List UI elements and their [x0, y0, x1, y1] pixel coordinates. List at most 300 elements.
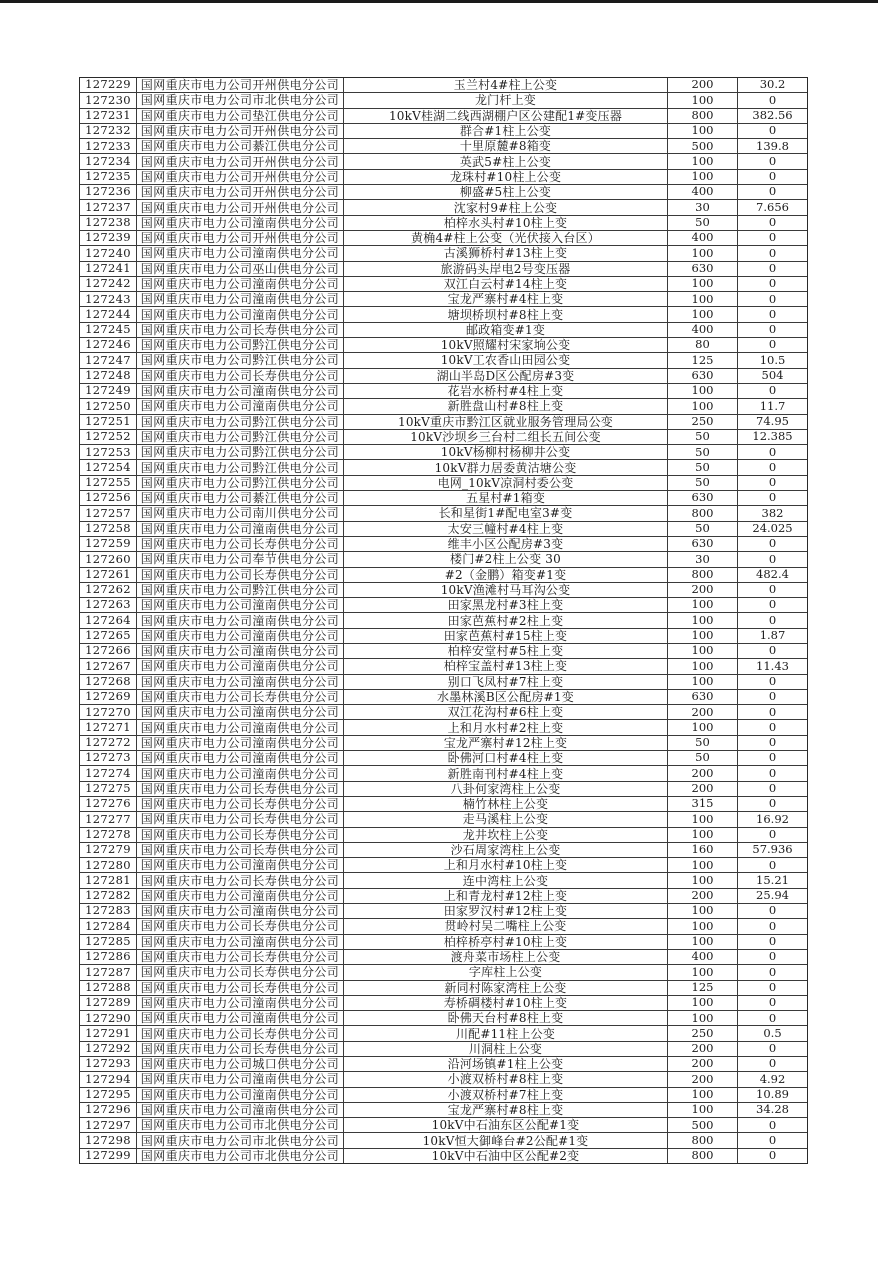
cell-company: 国网重庆市电力公司潼南供电分公司 — [136, 720, 343, 734]
cell-generation: 7.656 — [737, 200, 807, 214]
cell-capacity: 100 — [667, 613, 737, 627]
cell-id: 127257 — [85, 506, 131, 520]
cell-transformer-name: 宝龙严寨村#12柱上变 — [343, 736, 667, 750]
cell-id: 127275 — [85, 781, 131, 796]
cell-generation: 0 — [737, 338, 807, 352]
cell-transformer-name: 别口飞凤村#7柱上变 — [343, 675, 667, 689]
table-row — [80, 1132, 807, 1147]
table-row — [80, 1117, 807, 1132]
cell-company: 国网重庆市电力公司长寿供电分公司 — [136, 981, 343, 995]
cell-capacity: 100 — [667, 812, 737, 826]
cell-transformer-name: 柳盛#5柱上公变 — [343, 185, 667, 199]
cell-id: 127244 — [85, 307, 131, 321]
cell-transformer-name: 田家罗汉村#12柱上变 — [343, 904, 667, 918]
cell-generation: 0 — [737, 782, 807, 796]
cell-generation: 0 — [737, 1042, 807, 1056]
cell-id: 127281 — [85, 873, 131, 887]
table-row — [80, 429, 807, 444]
cell-transformer-name: 田家芭蕉村#2柱上变 — [343, 613, 667, 627]
cell-id: 127290 — [85, 1011, 131, 1025]
table-row — [80, 521, 807, 536]
cell-transformer-name: 湖山半岛D区公配房#3变 — [343, 369, 667, 383]
cell-generation: 0 — [737, 552, 807, 566]
cell-generation: 0 — [737, 935, 807, 949]
cell-company: 国网重庆市电力公司开州供电分公司 — [136, 185, 343, 199]
cell-company: 国网重庆市电力公司黔江供电分公司 — [136, 460, 343, 474]
cell-capacity: 800 — [667, 568, 737, 582]
cell-transformer-name: 上和月水村#2柱上变 — [343, 720, 667, 734]
cell-transformer-name: 邮政箱变#1变 — [343, 323, 667, 337]
cell-company: 国网重庆市电力公司黔江供电分公司 — [136, 353, 343, 367]
cell-id: 127272 — [85, 735, 131, 750]
cell-generation: 0 — [737, 1011, 807, 1025]
cell-capacity: 100 — [667, 935, 737, 949]
cell-capacity: 100 — [667, 598, 737, 612]
cell-transformer-name: 走马溪柱上公变 — [343, 812, 667, 826]
cell-generation: 0 — [737, 445, 807, 459]
table-row — [80, 153, 807, 168]
cell-transformer-name: 柏梓宝盖村#13柱上变 — [343, 659, 667, 673]
cell-id: 127236 — [85, 185, 131, 199]
cell-generation: 0 — [737, 996, 807, 1010]
cell-transformer-name: 黄桷4#柱上公变（光伏接入台区） — [343, 231, 667, 245]
cell-generation: 0 — [737, 598, 807, 612]
cell-transformer-name: 宝龙严寨村#8柱上变 — [343, 1103, 667, 1117]
table-row — [80, 903, 807, 918]
cell-company: 国网重庆市电力公司长寿供电分公司 — [136, 690, 343, 704]
table-row — [80, 612, 807, 627]
cell-company: 国网重庆市电力公司长寿供电分公司 — [136, 812, 343, 826]
cell-transformer-name: 田家黑龙村#3柱上变 — [343, 598, 667, 612]
cell-company: 国网重庆市电力公司黔江供电分公司 — [136, 476, 343, 490]
cell-id: 127265 — [85, 628, 131, 643]
cell-transformer-name: 龙珠村#10柱上公变 — [343, 170, 667, 184]
cell-capacity: 100 — [667, 292, 737, 306]
cell-transformer-name: 连中湾柱上公变 — [343, 873, 667, 887]
cell-transformer-name: 10kV渔滩村马耳沟公变 — [343, 583, 667, 597]
cell-company: 国网重庆市电力公司市北供电分公司 — [136, 1118, 343, 1132]
cell-generation: 382 — [737, 506, 807, 520]
table-row — [80, 398, 807, 413]
cell-capacity: 100 — [667, 1011, 737, 1025]
cell-capacity: 125 — [667, 353, 737, 367]
cell-capacity: 630 — [667, 690, 737, 704]
table-row — [80, 689, 807, 704]
cell-transformer-name: 群合#1柱上公变 — [343, 124, 667, 138]
cell-transformer-name: 新胜南刊村#4柱上变 — [343, 766, 667, 780]
cell-transformer-name: 10kV杨柳村杨柳井公变 — [343, 445, 667, 459]
cell-capacity: 315 — [667, 797, 737, 811]
table-row — [80, 199, 807, 214]
cell-capacity: 800 — [667, 1149, 737, 1163]
cell-company: 国网重庆市电力公司黔江供电分公司 — [136, 430, 343, 444]
cell-id: 127274 — [85, 766, 131, 780]
cell-transformer-name: 新胜盘山村#8柱上变 — [343, 399, 667, 413]
cell-capacity: 200 — [667, 1057, 737, 1071]
cell-capacity: 250 — [667, 1026, 737, 1040]
table-row — [80, 551, 807, 566]
cell-capacity: 50 — [667, 460, 737, 474]
cell-company: 国网重庆市电力公司长寿供电分公司 — [136, 843, 343, 857]
cell-company: 国网重庆市电力公司潼南供电分公司 — [136, 644, 343, 658]
cell-capacity: 100 — [667, 675, 737, 689]
cell-company: 国网重庆市电力公司开州供电分公司 — [136, 124, 343, 138]
cell-transformer-name: 10kV中石油中区公配#2变 — [343, 1149, 667, 1163]
cell-generation: 0 — [737, 720, 807, 734]
cell-transformer-name: 旅游码头岸电2号变压器 — [343, 262, 667, 276]
cell-capacity: 800 — [667, 506, 737, 520]
cell-company: 国网重庆市电力公司开州供电分公司 — [136, 231, 343, 245]
table-row — [80, 475, 807, 490]
table-row — [80, 245, 807, 260]
cell-capacity: 400 — [667, 950, 737, 964]
cell-transformer-name: 卧佛天台村#8柱上变 — [343, 1011, 667, 1025]
cell-company: 国网重庆市电力公司黔江供电分公司 — [136, 415, 343, 429]
table-row — [80, 261, 807, 276]
cell-generation: 0 — [737, 231, 807, 245]
cell-capacity: 50 — [667, 751, 737, 765]
cell-capacity: 100 — [667, 644, 737, 658]
cell-id: 127241 — [85, 261, 131, 275]
cell-id: 127266 — [85, 643, 131, 658]
table-row — [80, 1041, 807, 1056]
cell-capacity: 80 — [667, 338, 737, 352]
cell-capacity: 200 — [667, 705, 737, 719]
cell-capacity: 100 — [667, 384, 737, 398]
cell-generation: 10.89 — [737, 1088, 807, 1102]
cell-capacity: 250 — [667, 415, 737, 429]
cell-generation: 0 — [737, 613, 807, 627]
cell-generation: 0 — [737, 323, 807, 337]
table-row — [80, 1025, 807, 1040]
cell-id: 127261 — [85, 567, 131, 581]
table-row — [80, 352, 807, 367]
cell-capacity: 100 — [667, 399, 737, 413]
cell-transformer-name: 寿桥碉楼村#10柱上变 — [343, 996, 667, 1010]
cell-id: 127245 — [85, 322, 131, 337]
table-row — [80, 322, 807, 337]
table-row — [80, 1010, 807, 1025]
cell-generation: 0 — [737, 262, 807, 276]
cell-generation: 0.5 — [737, 1026, 807, 1040]
cell-capacity: 500 — [667, 139, 737, 153]
table-row — [80, 169, 807, 184]
cell-generation: 0 — [737, 307, 807, 321]
table-row — [80, 92, 807, 107]
cell-generation: 0 — [737, 690, 807, 704]
cell-transformer-name: 卧佛河口村#4柱上变 — [343, 751, 667, 765]
page-top-rule — [0, 0, 878, 3]
cell-transformer-name: 贯岭村吴二嘴柱上公变 — [343, 919, 667, 933]
cell-id: 127268 — [85, 674, 131, 688]
cell-generation: 0 — [737, 384, 807, 398]
cell-capacity: 30 — [667, 552, 737, 566]
table-row — [80, 934, 807, 949]
cell-capacity: 100 — [667, 629, 737, 643]
cell-company: 国网重庆市电力公司长寿供电分公司 — [136, 828, 343, 842]
cell-company: 国网重庆市电力公司潼南供电分公司 — [136, 858, 343, 872]
cell-company: 国网重庆市电力公司綦江供电分公司 — [136, 491, 343, 505]
cell-capacity: 50 — [667, 216, 737, 230]
cell-capacity: 100 — [667, 965, 737, 979]
cell-capacity: 100 — [667, 828, 737, 842]
table-row — [80, 306, 807, 321]
cell-transformer-name: 塘坝桥坝村#8柱上变 — [343, 307, 667, 321]
cell-transformer-name: 渡舟菜市场柱上公变 — [343, 950, 667, 964]
cell-transformer-name: 楠竹林柱上公变 — [343, 797, 667, 811]
cell-generation: 0 — [737, 1149, 807, 1163]
table-row — [80, 1102, 807, 1117]
cell-transformer-name: 英武5#柱上公变 — [343, 154, 667, 168]
cell-transformer-name: 十里原麓#8箱变 — [343, 139, 667, 153]
data-table — [79, 77, 808, 1164]
table-row — [80, 414, 807, 429]
cell-company: 国网重庆市电力公司潼南供电分公司 — [136, 598, 343, 612]
cell-capacity: 100 — [667, 246, 737, 260]
cell-transformer-name: 小渡双桥村#8柱上变 — [343, 1072, 667, 1086]
cell-transformer-name: 维丰小区公配房#3变 — [343, 537, 667, 551]
cell-generation: 0 — [737, 766, 807, 780]
cell-generation: 0 — [737, 1118, 807, 1132]
table-row — [80, 276, 807, 291]
table-row — [80, 536, 807, 551]
cell-generation: 0 — [737, 124, 807, 138]
cell-transformer-name: 柏梓桥亭村#10柱上变 — [343, 935, 667, 949]
cell-id: 127232 — [85, 123, 131, 138]
cell-capacity: 100 — [667, 1088, 737, 1102]
cell-generation: 0 — [737, 736, 807, 750]
cell-capacity: 160 — [667, 843, 737, 857]
cell-company: 国网重庆市电力公司长寿供电分公司 — [136, 873, 343, 887]
cell-capacity: 100 — [667, 277, 737, 291]
cell-id: 127233 — [85, 139, 131, 153]
cell-id: 127282 — [85, 888, 131, 903]
cell-id: 127240 — [85, 246, 131, 260]
table-row — [80, 735, 807, 750]
cell-generation: 0 — [737, 277, 807, 291]
cell-capacity: 50 — [667, 445, 737, 459]
cell-company: 国网重庆市电力公司潼南供电分公司 — [136, 766, 343, 780]
cell-generation: 24.025 — [737, 522, 807, 536]
cell-transformer-name: 水墨林溪B区公配房#1变 — [343, 690, 667, 704]
table-row — [80, 949, 807, 964]
cell-company: 国网重庆市电力公司城口供电分公司 — [136, 1057, 343, 1071]
table-row — [80, 444, 807, 459]
cell-id: 127259 — [85, 536, 131, 551]
cell-generation: 0 — [737, 675, 807, 689]
table-row — [80, 78, 807, 92]
cell-id: 127293 — [85, 1057, 131, 1071]
cell-id: 127250 — [85, 399, 131, 413]
cell-id: 127291 — [85, 1026, 131, 1040]
table-row — [80, 995, 807, 1010]
cell-transformer-name: 10kV中石油东区公配#1变 — [343, 1118, 667, 1132]
cell-id: 127239 — [85, 230, 131, 245]
cell-id: 127234 — [85, 154, 131, 168]
cell-id: 127287 — [85, 965, 131, 979]
table-row — [80, 842, 807, 857]
cell-id: 127288 — [85, 980, 131, 994]
cell-capacity: 100 — [667, 904, 737, 918]
table-row — [80, 872, 807, 887]
cell-company: 国网重庆市电力公司开州供电分公司 — [136, 78, 343, 92]
table-row — [80, 582, 807, 597]
cell-company: 国网重庆市电力公司巫山供电分公司 — [136, 262, 343, 276]
cell-company: 国网重庆市电力公司黔江供电分公司 — [136, 338, 343, 352]
cell-transformer-name: 龙井坎柱上公变 — [343, 828, 667, 842]
cell-transformer-name: 10kV照耀村宋家垧公变 — [343, 338, 667, 352]
cell-id: 127242 — [85, 276, 131, 291]
cell-company: 国网重庆市电力公司奉节供电分公司 — [136, 552, 343, 566]
cell-transformer-name: 柏梓水头村#10柱上变 — [343, 216, 667, 230]
cell-capacity: 800 — [667, 109, 737, 123]
cell-generation: 34.28 — [737, 1103, 807, 1117]
cell-id: 127286 — [85, 949, 131, 964]
table-row — [80, 138, 807, 153]
cell-company: 国网重庆市电力公司潼南供电分公司 — [136, 292, 343, 306]
cell-id: 127246 — [85, 338, 131, 352]
cell-generation: 4.92 — [737, 1072, 807, 1086]
table-row — [80, 1071, 807, 1086]
cell-generation: 0 — [737, 904, 807, 918]
cell-id: 127252 — [85, 429, 131, 444]
cell-transformer-name: 10kV重庆市黔江区就业服务管理局公变 — [343, 415, 667, 429]
cell-company: 国网重庆市电力公司綦江供电分公司 — [136, 139, 343, 153]
cell-capacity: 100 — [667, 124, 737, 138]
cell-transformer-name: 字库柱上公变 — [343, 965, 667, 979]
cell-capacity: 50 — [667, 430, 737, 444]
cell-capacity: 200 — [667, 889, 737, 903]
cell-company: 国网重庆市电力公司市北供电分公司 — [136, 93, 343, 107]
cell-generation: 0 — [737, 292, 807, 306]
cell-company: 国网重庆市电力公司潼南供电分公司 — [136, 307, 343, 321]
cell-company: 国网重庆市电力公司潼南供电分公司 — [136, 935, 343, 949]
cell-company: 国网重庆市电力公司潼南供电分公司 — [136, 675, 343, 689]
cell-capacity: 500 — [667, 1118, 737, 1132]
cell-id: 127270 — [85, 705, 131, 719]
cell-company: 国网重庆市电力公司潼南供电分公司 — [136, 613, 343, 627]
cell-transformer-name: 10kV工农香山田园公变 — [343, 353, 667, 367]
cell-id: 127278 — [85, 827, 131, 841]
cell-generation: 0 — [737, 950, 807, 964]
cell-transformer-name: #2（金鹏）箱变#1变 — [343, 568, 667, 582]
table-row — [80, 108, 807, 123]
cell-company: 国网重庆市电力公司潼南供电分公司 — [136, 751, 343, 765]
cell-id: 127248 — [85, 368, 131, 383]
cell-company: 国网重庆市电力公司垫江供电分公司 — [136, 109, 343, 123]
cell-transformer-name: 10kV沙坝乡三台村二组长五间公变 — [343, 430, 667, 444]
cell-company: 国网重庆市电力公司潼南供电分公司 — [136, 1011, 343, 1025]
cell-generation: 11.43 — [737, 659, 807, 673]
cell-company: 国网重庆市电力公司长寿供电分公司 — [136, 323, 343, 337]
table-row — [80, 796, 807, 811]
cell-capacity: 400 — [667, 185, 737, 199]
cell-company: 国网重庆市电力公司长寿供电分公司 — [136, 1042, 343, 1056]
cell-capacity: 200 — [667, 766, 737, 780]
cell-company: 国网重庆市电力公司南川供电分公司 — [136, 506, 343, 520]
cell-capacity: 630 — [667, 491, 737, 505]
cell-transformer-name: 10kV恒大御峰台#2公配#1变 — [343, 1133, 667, 1147]
cell-id: 127262 — [85, 582, 131, 597]
cell-transformer-name: 花岩水桥村#4柱上变 — [343, 384, 667, 398]
cell-generation: 57.936 — [737, 843, 807, 857]
cell-capacity: 50 — [667, 522, 737, 536]
cell-capacity: 200 — [667, 78, 737, 92]
cell-capacity: 100 — [667, 720, 737, 734]
cell-capacity: 100 — [667, 873, 737, 887]
cell-transformer-name: 龙门杆上变 — [343, 93, 667, 107]
table-row — [80, 643, 807, 658]
cell-company: 国网重庆市电力公司潼南供电分公司 — [136, 1103, 343, 1117]
cell-company: 国网重庆市电力公司潼南供电分公司 — [136, 384, 343, 398]
cell-id: 127296 — [85, 1102, 131, 1117]
cell-company: 国网重庆市电力公司潼南供电分公司 — [136, 246, 343, 260]
cell-company: 国网重庆市电力公司潼南供电分公司 — [136, 904, 343, 918]
cell-id: 127280 — [85, 858, 131, 872]
table-row — [80, 781, 807, 796]
cell-id: 127249 — [85, 383, 131, 398]
cell-company: 国网重庆市电力公司长寿供电分公司 — [136, 1026, 343, 1040]
cell-id: 127276 — [85, 796, 131, 811]
cell-company: 国网重庆市电力公司开州供电分公司 — [136, 154, 343, 168]
cell-generation: 0 — [737, 919, 807, 933]
cell-id: 127298 — [85, 1133, 131, 1147]
table-row — [80, 857, 807, 872]
cell-company: 国网重庆市电力公司黔江供电分公司 — [136, 445, 343, 459]
cell-company: 国网重庆市电力公司长寿供电分公司 — [136, 950, 343, 964]
cell-company: 国网重庆市电力公司潼南供电分公司 — [136, 522, 343, 536]
table-row — [80, 765, 807, 780]
cell-generation: 0 — [737, 751, 807, 765]
cell-capacity: 100 — [667, 93, 737, 107]
cell-transformer-name: 宝龙严寨村#4柱上变 — [343, 292, 667, 306]
cell-company: 国网重庆市电力公司长寿供电分公司 — [136, 537, 343, 551]
cell-generation: 0 — [737, 1057, 807, 1071]
table-row — [80, 827, 807, 842]
table-row — [80, 567, 807, 582]
cell-transformer-name: 沿河场镇#1柱上公变 — [343, 1057, 667, 1071]
cell-generation: 30.2 — [737, 78, 807, 92]
cell-generation: 0 — [737, 491, 807, 505]
table-row — [80, 368, 807, 383]
cell-company: 国网重庆市电力公司潼南供电分公司 — [136, 705, 343, 719]
cell-id: 127230 — [85, 93, 131, 107]
cell-generation: 10.5 — [737, 353, 807, 367]
cell-company: 国网重庆市电力公司开州供电分公司 — [136, 200, 343, 214]
cell-capacity: 100 — [667, 1103, 737, 1117]
cell-generation: 11.7 — [737, 399, 807, 413]
cell-capacity: 630 — [667, 369, 737, 383]
cell-id: 127253 — [85, 445, 131, 459]
cell-generation: 0 — [737, 965, 807, 979]
cell-capacity: 100 — [667, 996, 737, 1010]
cell-id: 127279 — [85, 842, 131, 857]
cell-transformer-name: 太安三幢村#4柱上变 — [343, 522, 667, 536]
cell-transformer-name: 八卦何家湾柱上公变 — [343, 782, 667, 796]
cell-company: 国网重庆市电力公司潼南供电分公司 — [136, 659, 343, 673]
table-row — [80, 964, 807, 979]
cell-generation: 482.4 — [737, 568, 807, 582]
cell-generation: 0 — [737, 185, 807, 199]
cell-company: 国网重庆市电力公司长寿供电分公司 — [136, 782, 343, 796]
cell-company: 国网重庆市电力公司潼南供电分公司 — [136, 216, 343, 230]
cell-transformer-name: 川配#11柱上公变 — [343, 1026, 667, 1040]
cell-generation: 74.95 — [737, 415, 807, 429]
table-row — [80, 674, 807, 689]
cell-id: 127238 — [85, 215, 131, 230]
cell-transformer-name: 楼门#2柱上公变 30 — [343, 552, 667, 566]
cell-capacity: 200 — [667, 1042, 737, 1056]
